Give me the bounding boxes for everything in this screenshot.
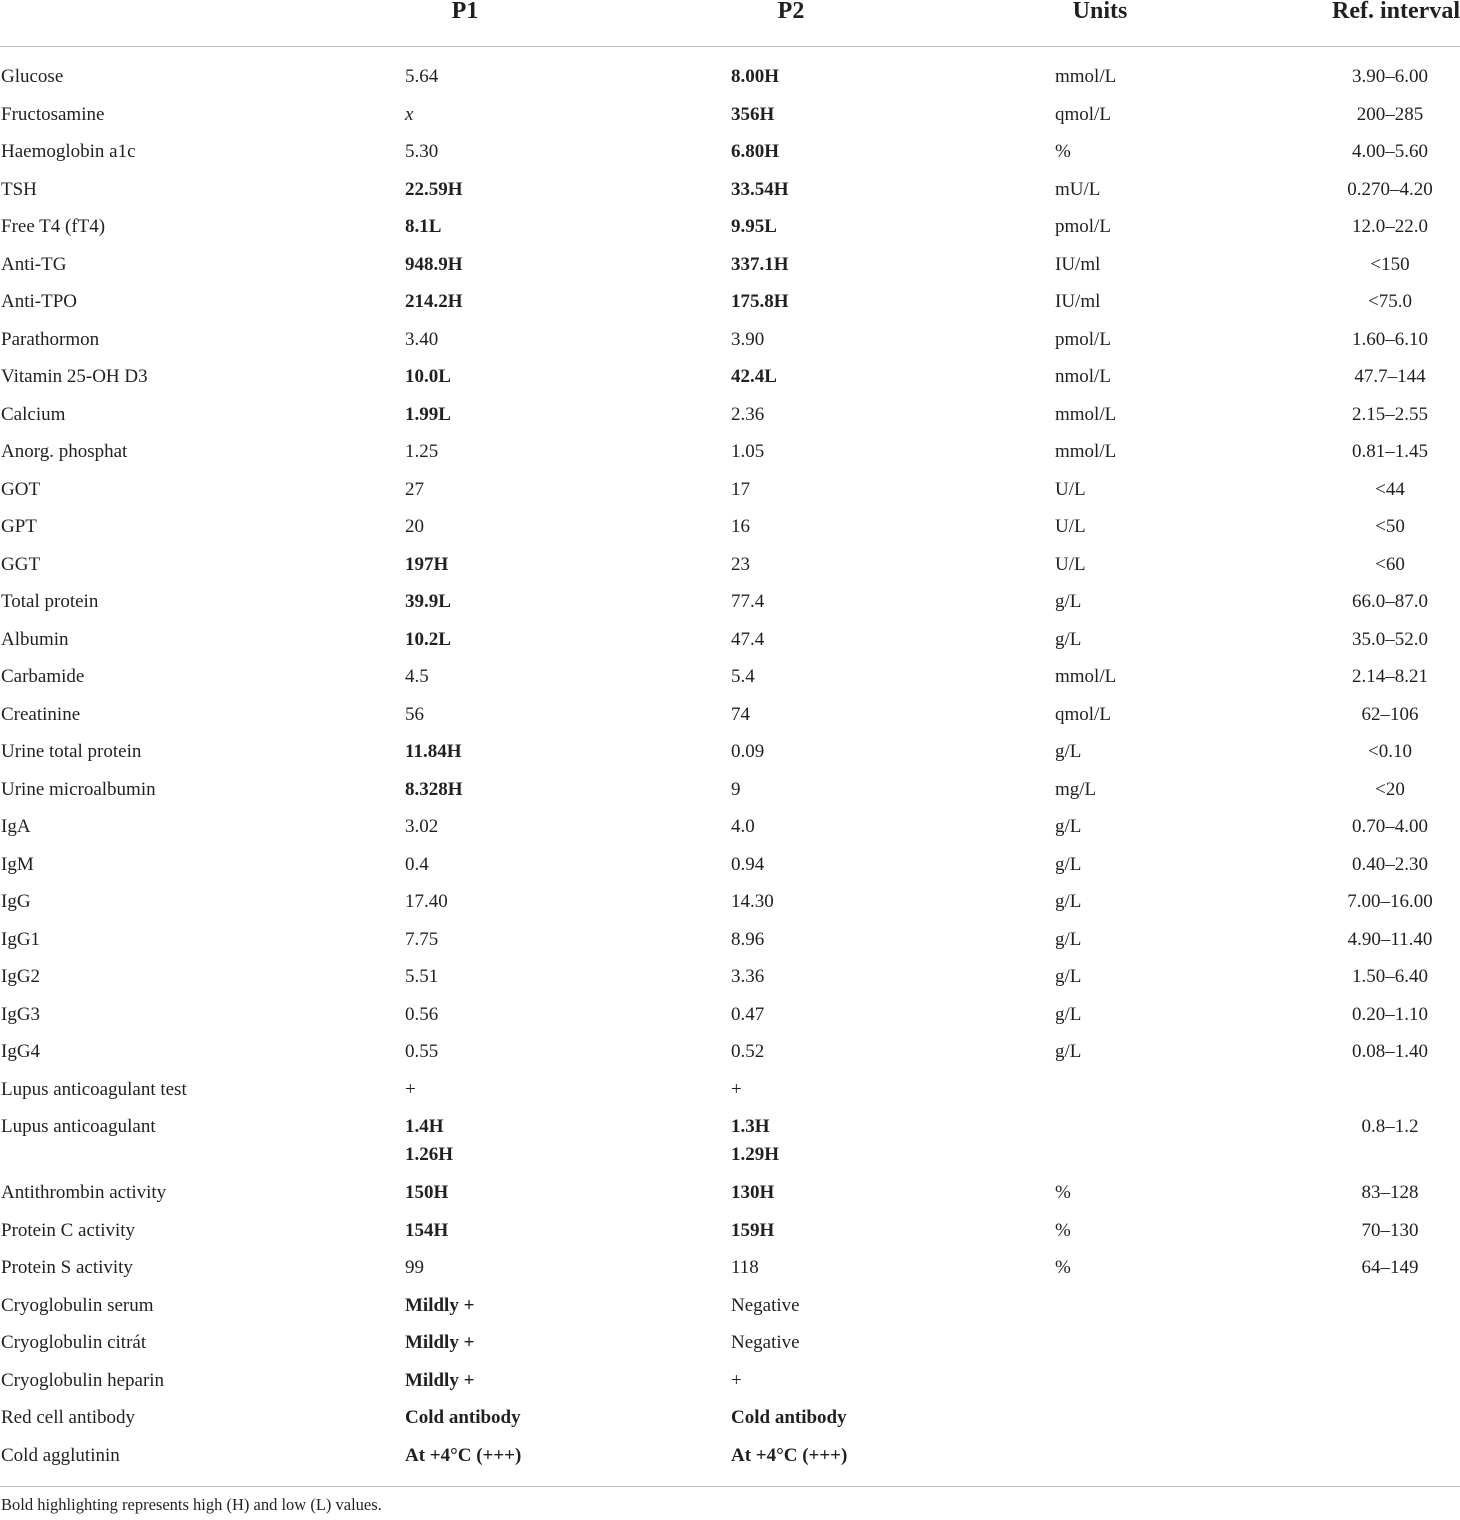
parameter-name: Lupus anticoagulant (1, 1116, 156, 1137)
p1-value (405, 963, 438, 991)
p1-value-line: At +4°C (+++) (405, 1444, 522, 1466)
units-value: IU/ml (1055, 253, 1101, 275)
p2-value (731, 1367, 742, 1395)
p2-value-line: 6.80H (731, 141, 780, 162)
p2-value (731, 1179, 774, 1207)
p1-value (405, 476, 424, 504)
p1-value-line: 197H (405, 553, 449, 575)
p2-value-line: Negative (731, 1332, 800, 1353)
p1-value (405, 1179, 448, 1207)
ref-interval-value: 70–130 (1361, 1219, 1419, 1241)
parameter-name: Red cell antibody (1, 1407, 136, 1428)
table-row (0, 1438, 1460, 1476)
p2-value-line: 47.4 (731, 628, 765, 650)
table-row (0, 397, 1460, 435)
parameter-name: IgM (1, 853, 34, 875)
ref-interval-value: 1.60–6.10 (1352, 328, 1428, 350)
parameter-name: IgG4 (1, 1041, 41, 1062)
ref-interval-value: <60 (1375, 553, 1405, 575)
p1-value-line: 5.64 (405, 66, 439, 87)
p1-value (405, 1001, 438, 1029)
table-footnote: Bold highlighting represents high (H) and low (L) values. (1, 1495, 382, 1514)
p1-value (405, 701, 424, 729)
p1-value-line: 8.1L (405, 216, 442, 237)
p2-value (731, 401, 764, 429)
p2-value (731, 851, 764, 879)
p1-value-line: 5.30 (405, 141, 439, 162)
table-row (0, 1363, 1460, 1401)
ref-interval-value: 12.0–22.0 (1352, 216, 1428, 237)
table-row (0, 434, 1460, 472)
p2-value-line: 356H (731, 103, 775, 125)
p1-value (405, 588, 451, 616)
ref-interval-value: 64–149 (1361, 1257, 1419, 1278)
units-value: mg/L (1055, 778, 1097, 800)
parameter-name: IgG2 (1, 966, 41, 987)
p2-value (731, 663, 755, 691)
p1-value (405, 101, 413, 129)
parameter-name: Protein C activity (1, 1219, 136, 1241)
table-row (0, 659, 1460, 697)
p2-value-line: 42.4L (731, 366, 777, 387)
p2-value (731, 1292, 800, 1320)
p1-value-line: 1.25 (405, 441, 439, 462)
table-row (0, 1325, 1460, 1363)
p2-value-line: 3.36 (731, 966, 765, 987)
table-row (0, 134, 1460, 172)
table-row (0, 1213, 1460, 1251)
p1-value-line: 56 (405, 703, 424, 725)
ref-interval-value: 4.00–5.60 (1352, 141, 1428, 162)
p1-value (405, 1367, 474, 1395)
units-value: U/L (1055, 516, 1086, 537)
ref-interval-value: 35.0–52.0 (1352, 628, 1428, 650)
ref-interval-value: 47.7–144 (1354, 366, 1426, 387)
p2-value (731, 551, 750, 579)
units-value: g/L (1055, 853, 1082, 875)
ref-interval-value: 0.81–1.45 (1352, 441, 1428, 462)
p2-value (731, 438, 764, 466)
p1-value-line: 20 (405, 516, 424, 537)
parameter-name: Anti-TG (1, 253, 67, 275)
units-value: g/L (1055, 891, 1082, 912)
units-value: mmol/L (1055, 666, 1117, 687)
parameter-name: IgG1 (1, 928, 41, 950)
ref-interval-value: <75.0 (1368, 291, 1412, 312)
p2-value (731, 1442, 847, 1470)
p2-value-line: 0.09 (731, 741, 765, 762)
parameter-name: Lupus anticoagulant test (1, 1078, 187, 1100)
p1-value-line: Mildly + (405, 1369, 475, 1391)
units-value: g/L (1055, 966, 1082, 987)
p2-value (731, 63, 779, 91)
parameter-name: Glucose (1, 66, 64, 87)
p1-value (405, 513, 424, 541)
p2-value-line: 16 (731, 516, 750, 537)
p1-value (405, 1254, 424, 1282)
p2-value-line: 8.00H (731, 66, 780, 87)
p1-value-line: 10.2L (405, 628, 451, 650)
table-row (0, 1034, 1460, 1072)
p2-value-line: 9 (731, 778, 741, 800)
p2-value (731, 1329, 800, 1357)
p1-value-line: 0.56 (405, 1003, 439, 1025)
p2-value (731, 251, 789, 279)
units-value: g/L (1055, 816, 1082, 837)
units-value: mmol/L (1055, 441, 1117, 462)
p1-value (405, 326, 438, 354)
p2-value (731, 213, 777, 241)
p1-value (405, 1404, 521, 1432)
p2-value (731, 1076, 742, 1104)
parameter-name: GPT (1, 516, 37, 537)
p1-value-line: 948.9H (405, 253, 463, 275)
p2-value (731, 101, 774, 129)
table-row (0, 1072, 1460, 1110)
parameter-name: Calcium (1, 403, 66, 425)
p1-value (405, 63, 438, 91)
p1-value-line: 214.2H (405, 291, 463, 312)
table-row (0, 547, 1460, 585)
table-row (0, 59, 1460, 97)
column-header-p2: P2 (777, 0, 805, 24)
ref-interval-value: <0.10 (1368, 741, 1412, 762)
p2-value-line: Cold antibody (731, 1407, 847, 1428)
parameter-name: Free T4 (fT4) (1, 216, 106, 237)
ref-interval-value: 200–285 (1356, 103, 1424, 125)
p2-value-line: 4.0 (731, 816, 755, 837)
p1-value-line: 5.51 (405, 966, 439, 987)
parameter-name: Urine microalbumin (1, 778, 156, 800)
p2-value-line: 17 (731, 478, 750, 500)
ref-interval-value: 83–128 (1361, 1182, 1419, 1203)
p1-value-line: 3.40 (405, 328, 439, 350)
column-header-ref-interval: Ref. interval (1332, 0, 1460, 24)
table-row (0, 884, 1460, 922)
p1-value (405, 1038, 438, 1066)
p1-value (405, 363, 451, 391)
p1-value-line: 3.02 (405, 816, 439, 837)
p2-value-line: 1.29H (731, 1144, 780, 1165)
parameter-name: Albumin (1, 628, 69, 650)
units-value: % (1055, 1257, 1071, 1278)
units-value: % (1055, 141, 1071, 162)
units-value: nmol/L (1055, 366, 1111, 387)
p1-value-line: 0.55 (405, 1041, 439, 1062)
p2-value-line: 0.52 (731, 1041, 765, 1062)
column-header-p1: P1 (451, 0, 479, 24)
p1-value-line: 99 (405, 1257, 424, 1278)
p1-value-line: 11.84H (405, 741, 462, 762)
p2-value-line: 118 (731, 1257, 759, 1278)
p1-value-line: 0.4 (405, 853, 429, 875)
units-value: pmol/L (1055, 216, 1111, 237)
p2-value (731, 776, 741, 804)
ref-interval-value: 7.00–16.00 (1347, 891, 1433, 912)
column-header-units: Units (1072, 0, 1128, 24)
p1-value-line: 1.26H (405, 1144, 454, 1165)
p1-value-line: Mildly + (405, 1332, 475, 1353)
p1-value (405, 251, 463, 279)
p2-value (731, 363, 777, 391)
p1-value (405, 926, 438, 954)
parameter-name: Anorg. phosphat (1, 441, 128, 462)
p2-value-line: At +4°C (+++) (731, 1444, 848, 1466)
table-body (0, 47, 1460, 1475)
p2-value-line: 3.90 (731, 328, 765, 350)
p1-value-line: 4.5 (405, 666, 429, 687)
p1-value (405, 1113, 453, 1169)
p1-value (405, 1217, 448, 1245)
p2-value (731, 813, 755, 841)
p2-value (731, 926, 764, 954)
parameter-name: Urine total protein (1, 741, 142, 762)
parameter-name: GOT (1, 478, 41, 500)
p1-value (405, 663, 429, 691)
p2-value (731, 513, 750, 541)
ref-interval-value: 4.90–11.40 (1347, 928, 1433, 950)
p2-value (731, 326, 764, 354)
p2-value-line: 1.05 (731, 441, 765, 462)
parameter-name: IgA (1, 816, 31, 837)
p2-value-line: 175.8H (731, 291, 789, 312)
units-value: IU/ml (1055, 291, 1101, 312)
p2-value (731, 1217, 774, 1245)
table-row (0, 697, 1460, 735)
p1-value (405, 401, 451, 429)
p1-value-line: 10.0L (405, 366, 451, 387)
ref-interval-value: 0.08–1.40 (1352, 1041, 1428, 1062)
table-row (0, 809, 1460, 847)
p2-value (731, 1113, 779, 1169)
parameter-name: Cryoglobulin heparin (1, 1369, 165, 1391)
p2-value-line: 5.4 (731, 666, 755, 687)
p2-value (731, 176, 789, 204)
table-bottom-rule (0, 1486, 1460, 1487)
units-value: g/L (1055, 928, 1082, 950)
table-row (0, 1400, 1460, 1438)
parameter-name: TSH (1, 178, 37, 200)
table-row (0, 734, 1460, 772)
p1-value-line: 8.328H (405, 778, 463, 800)
p2-value-line: 9.95L (731, 216, 777, 237)
units-value: % (1055, 1219, 1071, 1241)
units-value: mU/L (1055, 178, 1101, 200)
parameter-name: Total protein (1, 591, 99, 612)
ref-interval-value: 0.70–4.00 (1352, 816, 1428, 837)
table-row (0, 359, 1460, 397)
p2-value-line: 0.47 (731, 1003, 765, 1025)
p2-value (731, 738, 764, 766)
p2-value (731, 701, 750, 729)
p1-value (405, 551, 448, 579)
p1-value (405, 1292, 474, 1320)
table-row (0, 959, 1460, 997)
ref-interval-value: 0.20–1.10 (1352, 1003, 1428, 1025)
p1-value (405, 851, 429, 879)
p2-value-line: 130H (731, 1182, 775, 1203)
table-row (0, 209, 1460, 247)
units-value: g/L (1055, 741, 1082, 762)
parameter-name: IgG3 (1, 1003, 41, 1025)
parameter-name: Cryoglobulin citrát (1, 1332, 147, 1353)
p2-value-line: 77.4 (731, 591, 765, 612)
p2-value (731, 588, 764, 616)
table-row (0, 1175, 1460, 1213)
p2-value (731, 476, 750, 504)
p2-value (731, 1404, 847, 1432)
ref-interval-value: 0.40–2.30 (1352, 853, 1428, 875)
p1-value-line: 27 (405, 478, 424, 500)
units-value: qmol/L (1055, 103, 1111, 125)
ref-interval-value: <50 (1375, 516, 1405, 537)
p1-value-line: Cold antibody (405, 1407, 521, 1428)
table-row (0, 284, 1460, 322)
p1-value-line: 7.75 (405, 928, 439, 950)
parameter-name: Anti-TPO (1, 291, 77, 312)
parameter-name: Cold agglutinin (1, 1444, 120, 1466)
parameter-name: Cryoglobulin serum (1, 1294, 154, 1316)
p1-value-line: 150H (405, 1182, 449, 1203)
ref-interval-value: 3.90–6.00 (1352, 66, 1428, 87)
ref-interval-value: 66.0–87.0 (1352, 591, 1428, 612)
p1-value-line: 39.9L (405, 591, 451, 612)
ref-interval-value: 62–106 (1361, 703, 1419, 725)
units-value: U/L (1055, 553, 1086, 575)
ref-interval-value: 1.50–6.40 (1352, 966, 1428, 987)
parameter-name: Parathormon (1, 328, 100, 350)
p1-value (405, 176, 463, 204)
table-row (0, 1288, 1460, 1326)
table-row (0, 322, 1460, 360)
p2-value (731, 288, 789, 316)
units-value: pmol/L (1055, 328, 1111, 350)
parameter-name: IgG (1, 891, 31, 912)
table-row (0, 172, 1460, 210)
units-value: qmol/L (1055, 703, 1111, 725)
table-row (0, 247, 1460, 285)
parameter-name: Creatinine (1, 703, 81, 725)
p1-value-line: 154H (405, 1219, 449, 1241)
parameter-name: Vitamin 25-OH D3 (1, 366, 148, 387)
ref-interval-value: <20 (1375, 778, 1405, 800)
p2-value (731, 138, 779, 166)
parameter-name: GGT (1, 553, 41, 575)
units-value: U/L (1055, 478, 1086, 500)
p1-value-line: 1.4H (405, 1116, 444, 1137)
p1-value-line: 17.40 (405, 891, 448, 912)
p1-value (405, 438, 438, 466)
parameter-name: Antithrombin activity (1, 1182, 167, 1203)
p1-value (405, 1329, 474, 1357)
p2-value-line: 337.1H (731, 253, 789, 275)
table-row (0, 772, 1460, 810)
p2-value-line: + (731, 1369, 742, 1391)
table-header (0, 0, 1460, 47)
units-value: g/L (1055, 628, 1082, 650)
p2-value-line: 33.54H (731, 178, 789, 200)
p2-value (731, 1038, 764, 1066)
ref-interval-value: <150 (1370, 253, 1410, 275)
units-value: g/L (1055, 1003, 1082, 1025)
table-row (0, 584, 1460, 622)
p2-value-line: 8.96 (731, 928, 765, 950)
p1-value (405, 738, 461, 766)
table-row (0, 1109, 1460, 1175)
table-row (0, 1250, 1460, 1288)
table-row (0, 847, 1460, 885)
units-value: g/L (1055, 591, 1082, 612)
ref-interval-value: 2.15–2.55 (1352, 403, 1428, 425)
units-value: mmol/L (1055, 66, 1117, 87)
ref-interval-value: <44 (1375, 478, 1405, 500)
p1-value-line: x (405, 103, 414, 125)
p1-value-line: + (405, 1078, 416, 1100)
p1-value (405, 776, 463, 804)
p1-value-line: 22.59H (405, 178, 463, 200)
table-row (0, 472, 1460, 510)
table-row (0, 997, 1460, 1035)
ref-interval-value: 0.8–1.2 (1361, 1116, 1419, 1137)
table-row (0, 622, 1460, 660)
p1-value (405, 288, 463, 316)
parameter-name: Haemoglobin a1c (1, 141, 136, 162)
p2-value-line: Negative (731, 1294, 800, 1316)
p1-value (405, 213, 441, 241)
parameter-name: Carbamide (1, 666, 85, 687)
units-value: % (1055, 1182, 1071, 1203)
p1-value (405, 1442, 521, 1470)
p2-value-line: 14.30 (731, 891, 774, 912)
ref-interval-value: 0.270–4.20 (1347, 178, 1433, 200)
p1-value-line: Mildly + (405, 1294, 475, 1316)
p2-value-line: 0.94 (731, 853, 765, 875)
parameter-name: Fructosamine (1, 103, 105, 125)
p2-value-line: 74 (731, 703, 750, 725)
p1-value (405, 888, 448, 916)
p2-value (731, 1001, 764, 1029)
p1-value (405, 626, 451, 654)
p1-value (405, 138, 438, 166)
p2-value-line: 1.3H (731, 1116, 770, 1137)
p2-value-line: + (731, 1078, 742, 1100)
p1-value (405, 813, 438, 841)
p2-value (731, 888, 774, 916)
p2-value-line: 2.36 (731, 403, 765, 425)
table-row (0, 922, 1460, 960)
table-row (0, 97, 1460, 135)
p1-value-line: 1.99L (405, 403, 451, 425)
units-value: g/L (1055, 1041, 1082, 1062)
parameter-name: Protein S activity (1, 1257, 133, 1278)
p2-value-line: 23 (731, 553, 750, 575)
p2-value (731, 963, 764, 991)
p2-value-line: 159H (731, 1219, 775, 1241)
table-row (0, 509, 1460, 547)
ref-interval-value: 2.14–8.21 (1352, 666, 1428, 687)
units-value: mmol/L (1055, 403, 1117, 425)
p2-value (731, 626, 764, 654)
p2-value (731, 1254, 759, 1282)
p1-value (405, 1076, 416, 1104)
